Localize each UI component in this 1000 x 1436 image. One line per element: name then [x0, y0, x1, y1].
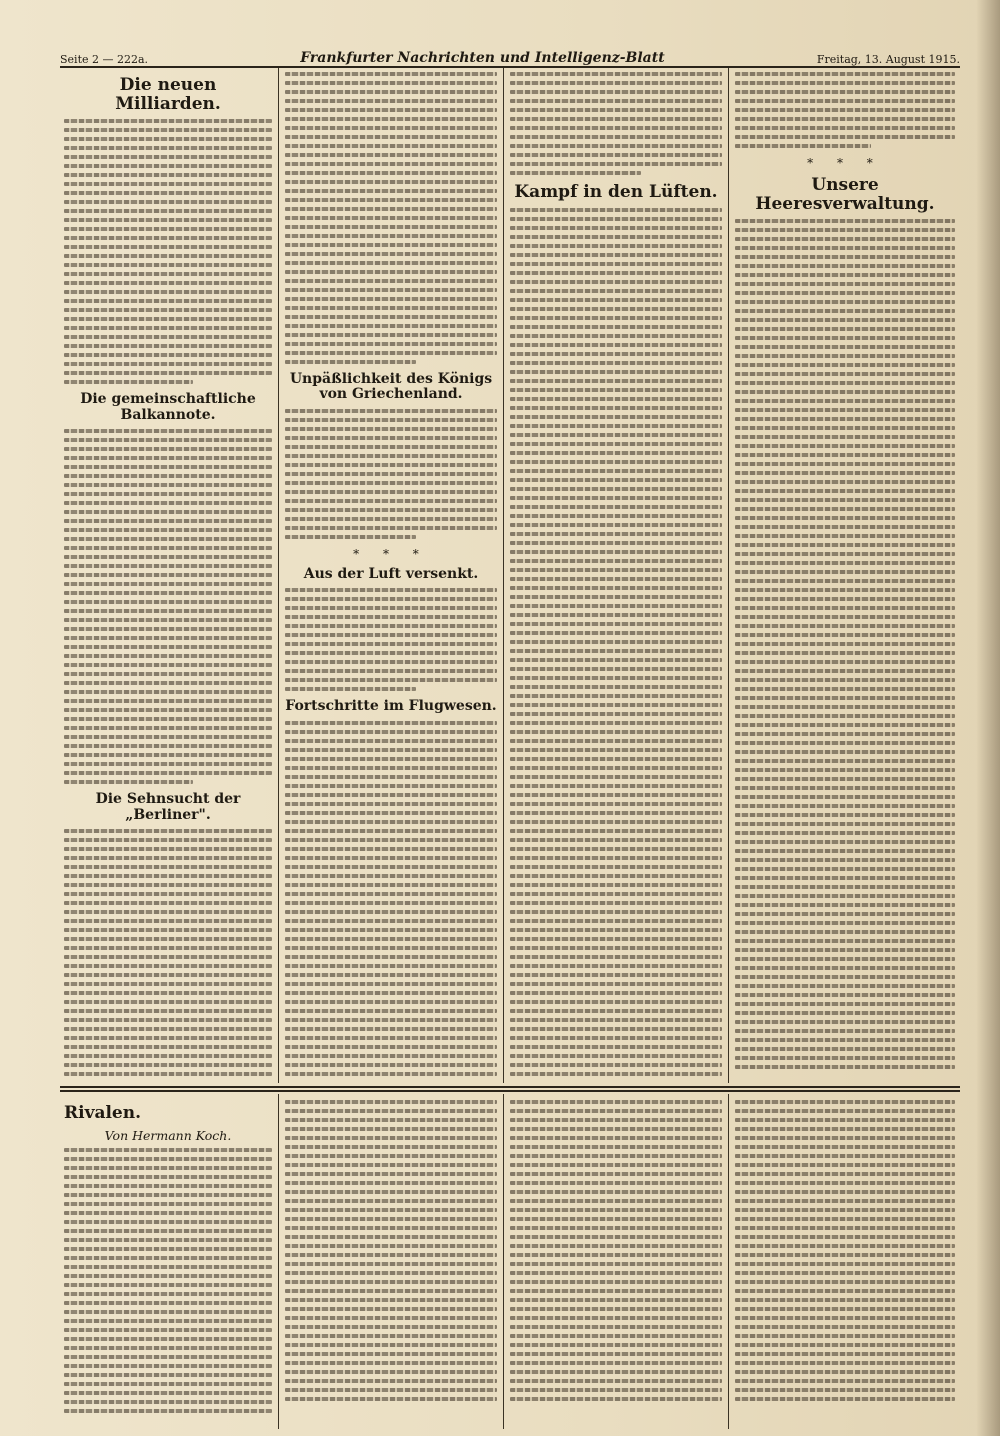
- feuilleton-rule: [60, 1090, 960, 1092]
- headline: Die Sehnsucht der „Berliner".: [95, 791, 241, 823]
- column-rule: [728, 1094, 729, 1429]
- article-text: [64, 829, 272, 1080]
- column-2: [281, 70, 501, 1080]
- article-text: [64, 1148, 272, 1413]
- page-edge-shadow: [976, 0, 1000, 1436]
- headline: Fortschritte im Flugwesen.: [285, 698, 497, 715]
- article-text: [510, 1100, 722, 1401]
- feuilleton-column-2: [281, 1098, 501, 1428]
- article-text: [285, 1100, 497, 1401]
- feuilleton-rule: [60, 1086, 960, 1088]
- article-text: [285, 72, 497, 364]
- article-text: [64, 429, 272, 784]
- section-divider: * * *: [807, 156, 883, 170]
- column-rule: [278, 1094, 279, 1429]
- article-text: [735, 219, 955, 1069]
- headline: Unsere Heeresverwaltung.: [755, 175, 935, 214]
- headline: Die neuen Milliarden.: [115, 75, 221, 114]
- feuilleton-column-3: [506, 1098, 726, 1428]
- masthead: [60, 44, 960, 68]
- article-text: [285, 721, 497, 1076]
- headline: Rivalen.: [64, 1103, 142, 1123]
- article-text: [510, 208, 722, 1080]
- column-rule: [503, 68, 504, 1083]
- article-text: [64, 119, 272, 384]
- headline: Kampf in den Lüften.: [514, 182, 718, 202]
- paper-name: Frankfurter Nachrichten und Intelligenz-Blatt: [300, 50, 665, 66]
- article-text: [735, 1100, 955, 1401]
- feuilleton-column-1: [60, 1098, 276, 1428]
- feuilleton-column-4: [731, 1098, 959, 1428]
- column-1: [60, 70, 276, 1080]
- column-rule: [503, 1094, 504, 1429]
- headline: Die gemeinschaftliche Balkannote.: [80, 391, 256, 423]
- section-divider: * * *: [353, 546, 429, 561]
- column-rule: [278, 68, 279, 1083]
- headline: Unpäßlichkeit des Königs von Griechenland.: [289, 371, 493, 403]
- article-text: [510, 72, 722, 175]
- column-rule: [728, 68, 729, 1083]
- page-label: Seite 2 — 222a.: [60, 53, 149, 66]
- column-4: [731, 70, 959, 1080]
- byline: Von Hermann Koch.: [104, 1127, 232, 1143]
- column-3: [506, 70, 726, 1080]
- article-text: [285, 588, 497, 691]
- article-text: [735, 72, 955, 148]
- article-text: [285, 409, 497, 539]
- issue-date: Freitag, 13. August 1915.: [816, 53, 960, 66]
- headline: Aus der Luft versenkt.: [303, 565, 479, 582]
